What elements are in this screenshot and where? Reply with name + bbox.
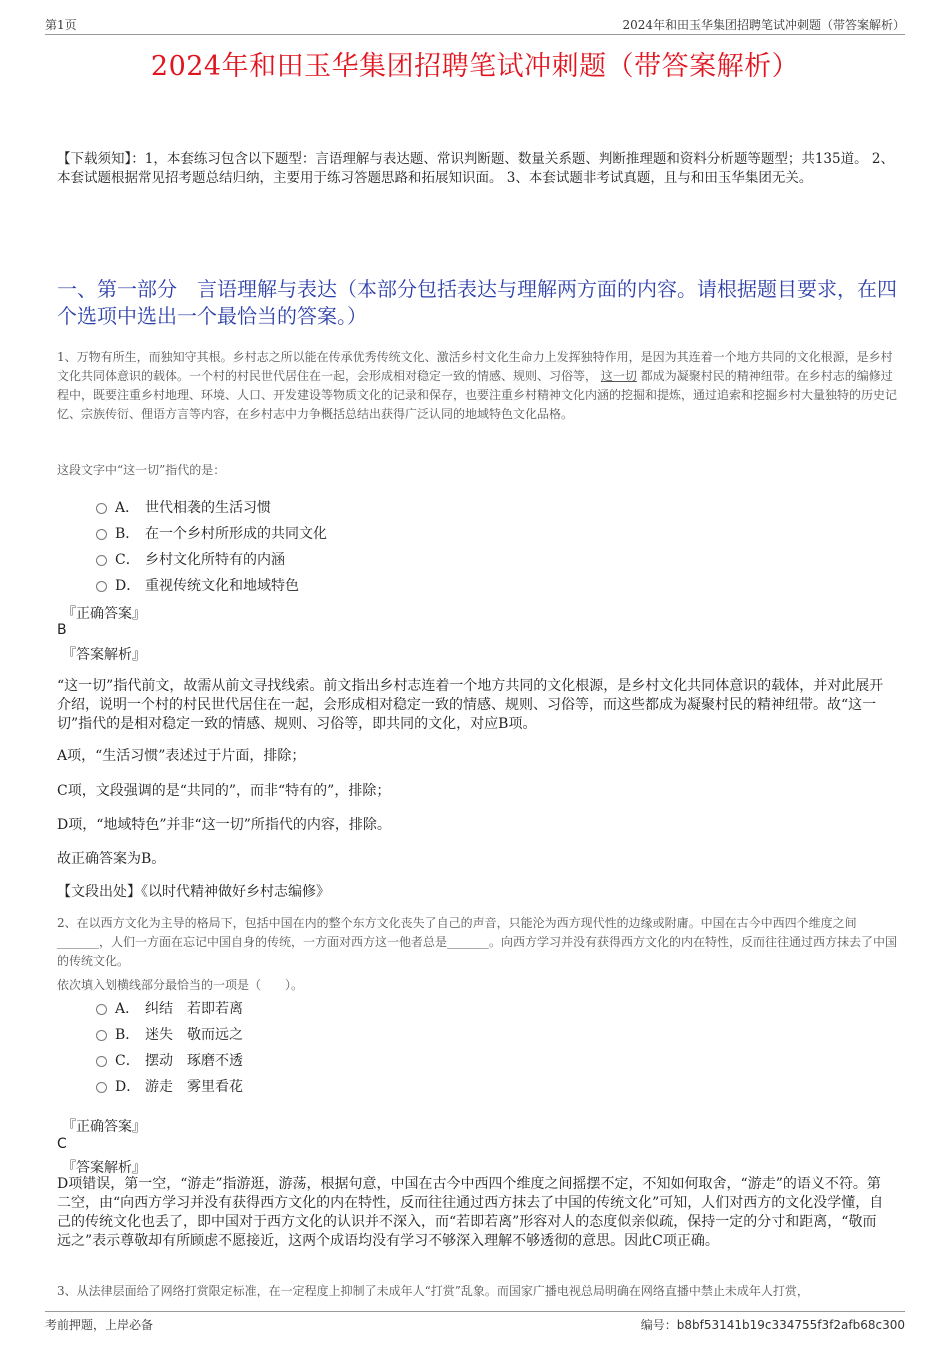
page-footer <box>45 1311 905 1334</box>
answer-label: 『正确答案』 <box>62 606 146 622</box>
option-b[interactable]: B． 在一个乡村所形成的共同文化 <box>96 523 327 543</box>
analysis-text: D项错误，第一空，“游走”指游逛，游荡，根据句意，中国在古今中西四个维度之间摇摆不定，不知如何取舍，“游走”的语义不符。第二空，由“向西方学习并没有获得西方文化的内在特性，反而往往通过西方抹去了中国的传统文化”可知，人们对西方的文化没学懂，自己的传统文化也丢了，即中国对于西方文化的认识并不深入，而“若即若离”形容对人的态度似亲似疏，保持一定的分寸和距离，“敬而远之”表示尊敬却有所顾虑不愿接近，这两个成语均没有学习不够深入理解不够透彻的意思。因此C项正确。 <box>57 1176 884 1249</box>
page-number: 第1页 <box>45 18 77 32</box>
header-doc-title: 2024年和田玉华集团招聘笔试冲刺题（带答案解析） <box>622 18 905 32</box>
answer-value: B <box>57 622 67 638</box>
option-d[interactable]: D． 游走 雾里看花 <box>96 1076 243 1096</box>
option-a[interactable]: A． 世代相袭的生活习惯 <box>96 497 271 517</box>
page-title: 2024年和田玉华集团招聘笔试冲刺题（带答案解析） <box>150 51 800 82</box>
option-d[interactable]: D． 重视传统文化和地域特色 <box>96 575 299 595</box>
radio-icon[interactable] <box>96 1056 107 1067</box>
analysis-line-d: D项，“地域特色”并非“这一切”所指代的内容，排除。 <box>57 817 391 833</box>
radio-icon[interactable] <box>96 1082 107 1093</box>
analysis-text: “这一切”指代前文，故需从前文寻找线索。前文指出乡村志连着一个地方共同的文化根源，是乡村文化共同体意识的载体，并对此展开介绍，说明一个村的村民世代居住在一起，会形成相对稳定一致的情感、规则、习俗等，而这些都成为凝聚村民的精神纽带。故“这一切”指代的是相对稳定一致的情感、规则、习俗等，即共同的文化，对应B项。 <box>57 678 884 732</box>
footer-slogan: 考前押题，上岸必备 <box>45 1318 154 1332</box>
section-heading: 一、第一部分 言语理解与表达（本部分包括表达与理解两方面的内容。请根据题目要求，在四个选项中选出一个最恰当的答案。） <box>57 277 897 328</box>
analysis-label: 『答案解析』 <box>62 1160 146 1176</box>
analysis-label: 『答案解析』 <box>62 647 146 663</box>
radio-icon[interactable] <box>96 581 107 592</box>
option-a[interactable]: A． 纠结 若即若离 <box>96 998 243 1018</box>
radio-icon[interactable] <box>96 503 107 514</box>
underlined-phrase: 这一切 <box>600 369 637 383</box>
question-1-text: 1、万物有所生，而独知守其根。乡村志之所以能在传承优秀传统文化、激活乡村文化生命力上发挥独特作用，是因为其连着一个地方共同的文化根源，是乡村文化共同体意识的载体。一个村的村民世代居住在一起，会形成相对稳定一致的情感、规则、习俗等， 这一切 都成为凝聚村民的精神纽带。在乡村志的编修过程中，既要注重乡村地理、环境、人口、开发建设等物质文化的记录和保存，也要注重乡村精神文化内涵的挖掘和提炼，通过追索和挖掘乡村大量独特的历史记忆、宗族传衍、俚语方言等内容，在乡村志中力争概括总结出获得广泛认同的地域特色文化品格。 <box>57 350 898 421</box>
footer-id: 编号：b8bf53141b19c334755f3f2afb68c300 <box>640 1318 905 1332</box>
question-2-text: 2、在以西方文化为主导的格局下，包括中国在内的整个东方文化丧失了自己的声音，只能沦为西方现代性的边缘或附庸。中国在古今中西四个维度之间_______，人们一方面在忘记中国自身的传统，一方面对西方这一他者总是_______。向西方学习并没有获得西方文化的内在特性，反而往往通过西方抹去了中国的传统文化。 <box>57 916 898 968</box>
radio-icon[interactable] <box>96 555 107 566</box>
question-2-stem: 依次填入划横线部分最恰当的一项是（ ）。 <box>57 978 304 992</box>
radio-icon[interactable] <box>96 1030 107 1041</box>
conclusion: 故正确答案为B。 <box>57 851 166 867</box>
answer-label: 『正确答案』 <box>62 1119 146 1135</box>
option-b[interactable]: B． 迷失 敬而远之 <box>96 1024 243 1044</box>
analysis-line-a: A项，“生活习惯”表述过于片面，排除； <box>57 748 306 764</box>
analysis-line-c: C项，文段强调的是“共同的”，而非“特有的”，排除； <box>57 783 391 799</box>
question-1-stem: 这段文字中“这一切”指代的是： <box>57 463 226 477</box>
option-c[interactable]: C． 乡村文化所特有的内涵 <box>96 549 285 569</box>
answer-value: C <box>57 1136 67 1152</box>
question-3-text: 3、从法律层面给了网络打赏限定标准，在一定程度上抑制了未成年人“打赏”乱象。而国家广播电视总局明确在网络直播中禁止未成年人打赏， <box>57 1284 809 1298</box>
option-c[interactable]: C． 摆动 琢磨不透 <box>96 1050 243 1070</box>
source: 【文段出处】《以时代精神做好乡村志编修》 <box>57 884 330 900</box>
page-header <box>45 16 905 35</box>
radio-icon[interactable] <box>96 1004 107 1015</box>
download-notice: 【下载须知】：1，本套练习包含以下题型：言语理解与表达题、常识判断题、数量关系题、判断推理题和资料分析题等题型；共135道。 2、本套试题根据常见招考题总结归纳，主要用于练习答题思路和拓展知识面。 3、本套试题非考试真题，且与和田玉华集团无关。 <box>57 151 894 186</box>
radio-icon[interactable] <box>96 529 107 540</box>
